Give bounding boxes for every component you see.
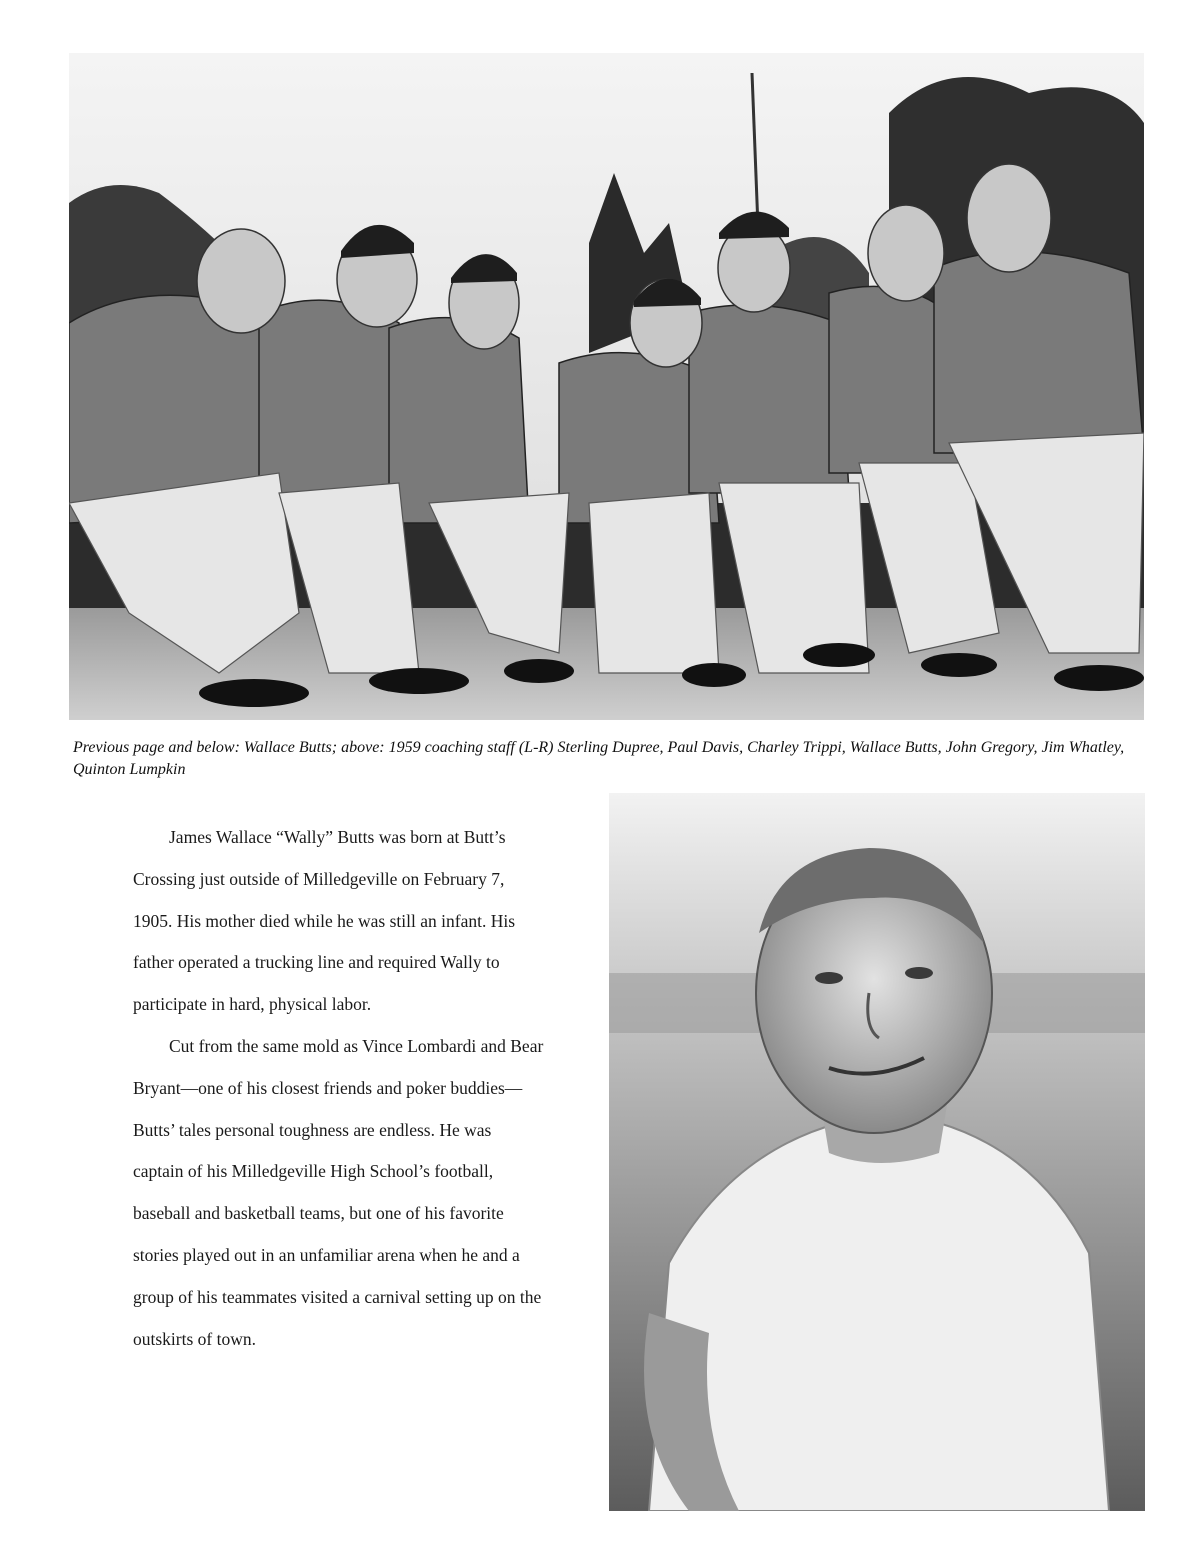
article-body bbox=[133, 817, 545, 1360]
portrait-illustration bbox=[609, 793, 1145, 1511]
photo-caption: Previous page and below: Wallace Butts; above: 1959 coaching staff (L-R) Sterling Dupree, Paul Davis, Charley Trippi, Wallace Butts, John Gregory, Jim Whatley, Quinton Lumpkin bbox=[73, 739, 1125, 778]
wallace-butts-portrait bbox=[609, 793, 1145, 1511]
coaching-staff-photo bbox=[69, 53, 1144, 720]
paragraph-2: Cut from the same mold as Vince Lombardi and Bear Bryant—one of his closest friends and poker buddies—Butts’ tales personal toughness are endless. He was captain of his Milledgeville High School’s football, baseball and basketball teams, but one of his favorite stories played out in an unfamiliar arena when he and a group of his teammates visited a carnival setting up on the outskirts of town. bbox=[133, 1035, 544, 1349]
paragraph-1: James Wallace “Wally” Butts was born at Butt’s Crossing just outside of Milledgeville on February 7, 1905. His mother died while he was still an infant. His father operated a trucking line and required Wally to participate in hard, physical labor. bbox=[133, 827, 516, 1015]
coaching-staff-illustration bbox=[69, 53, 1144, 720]
